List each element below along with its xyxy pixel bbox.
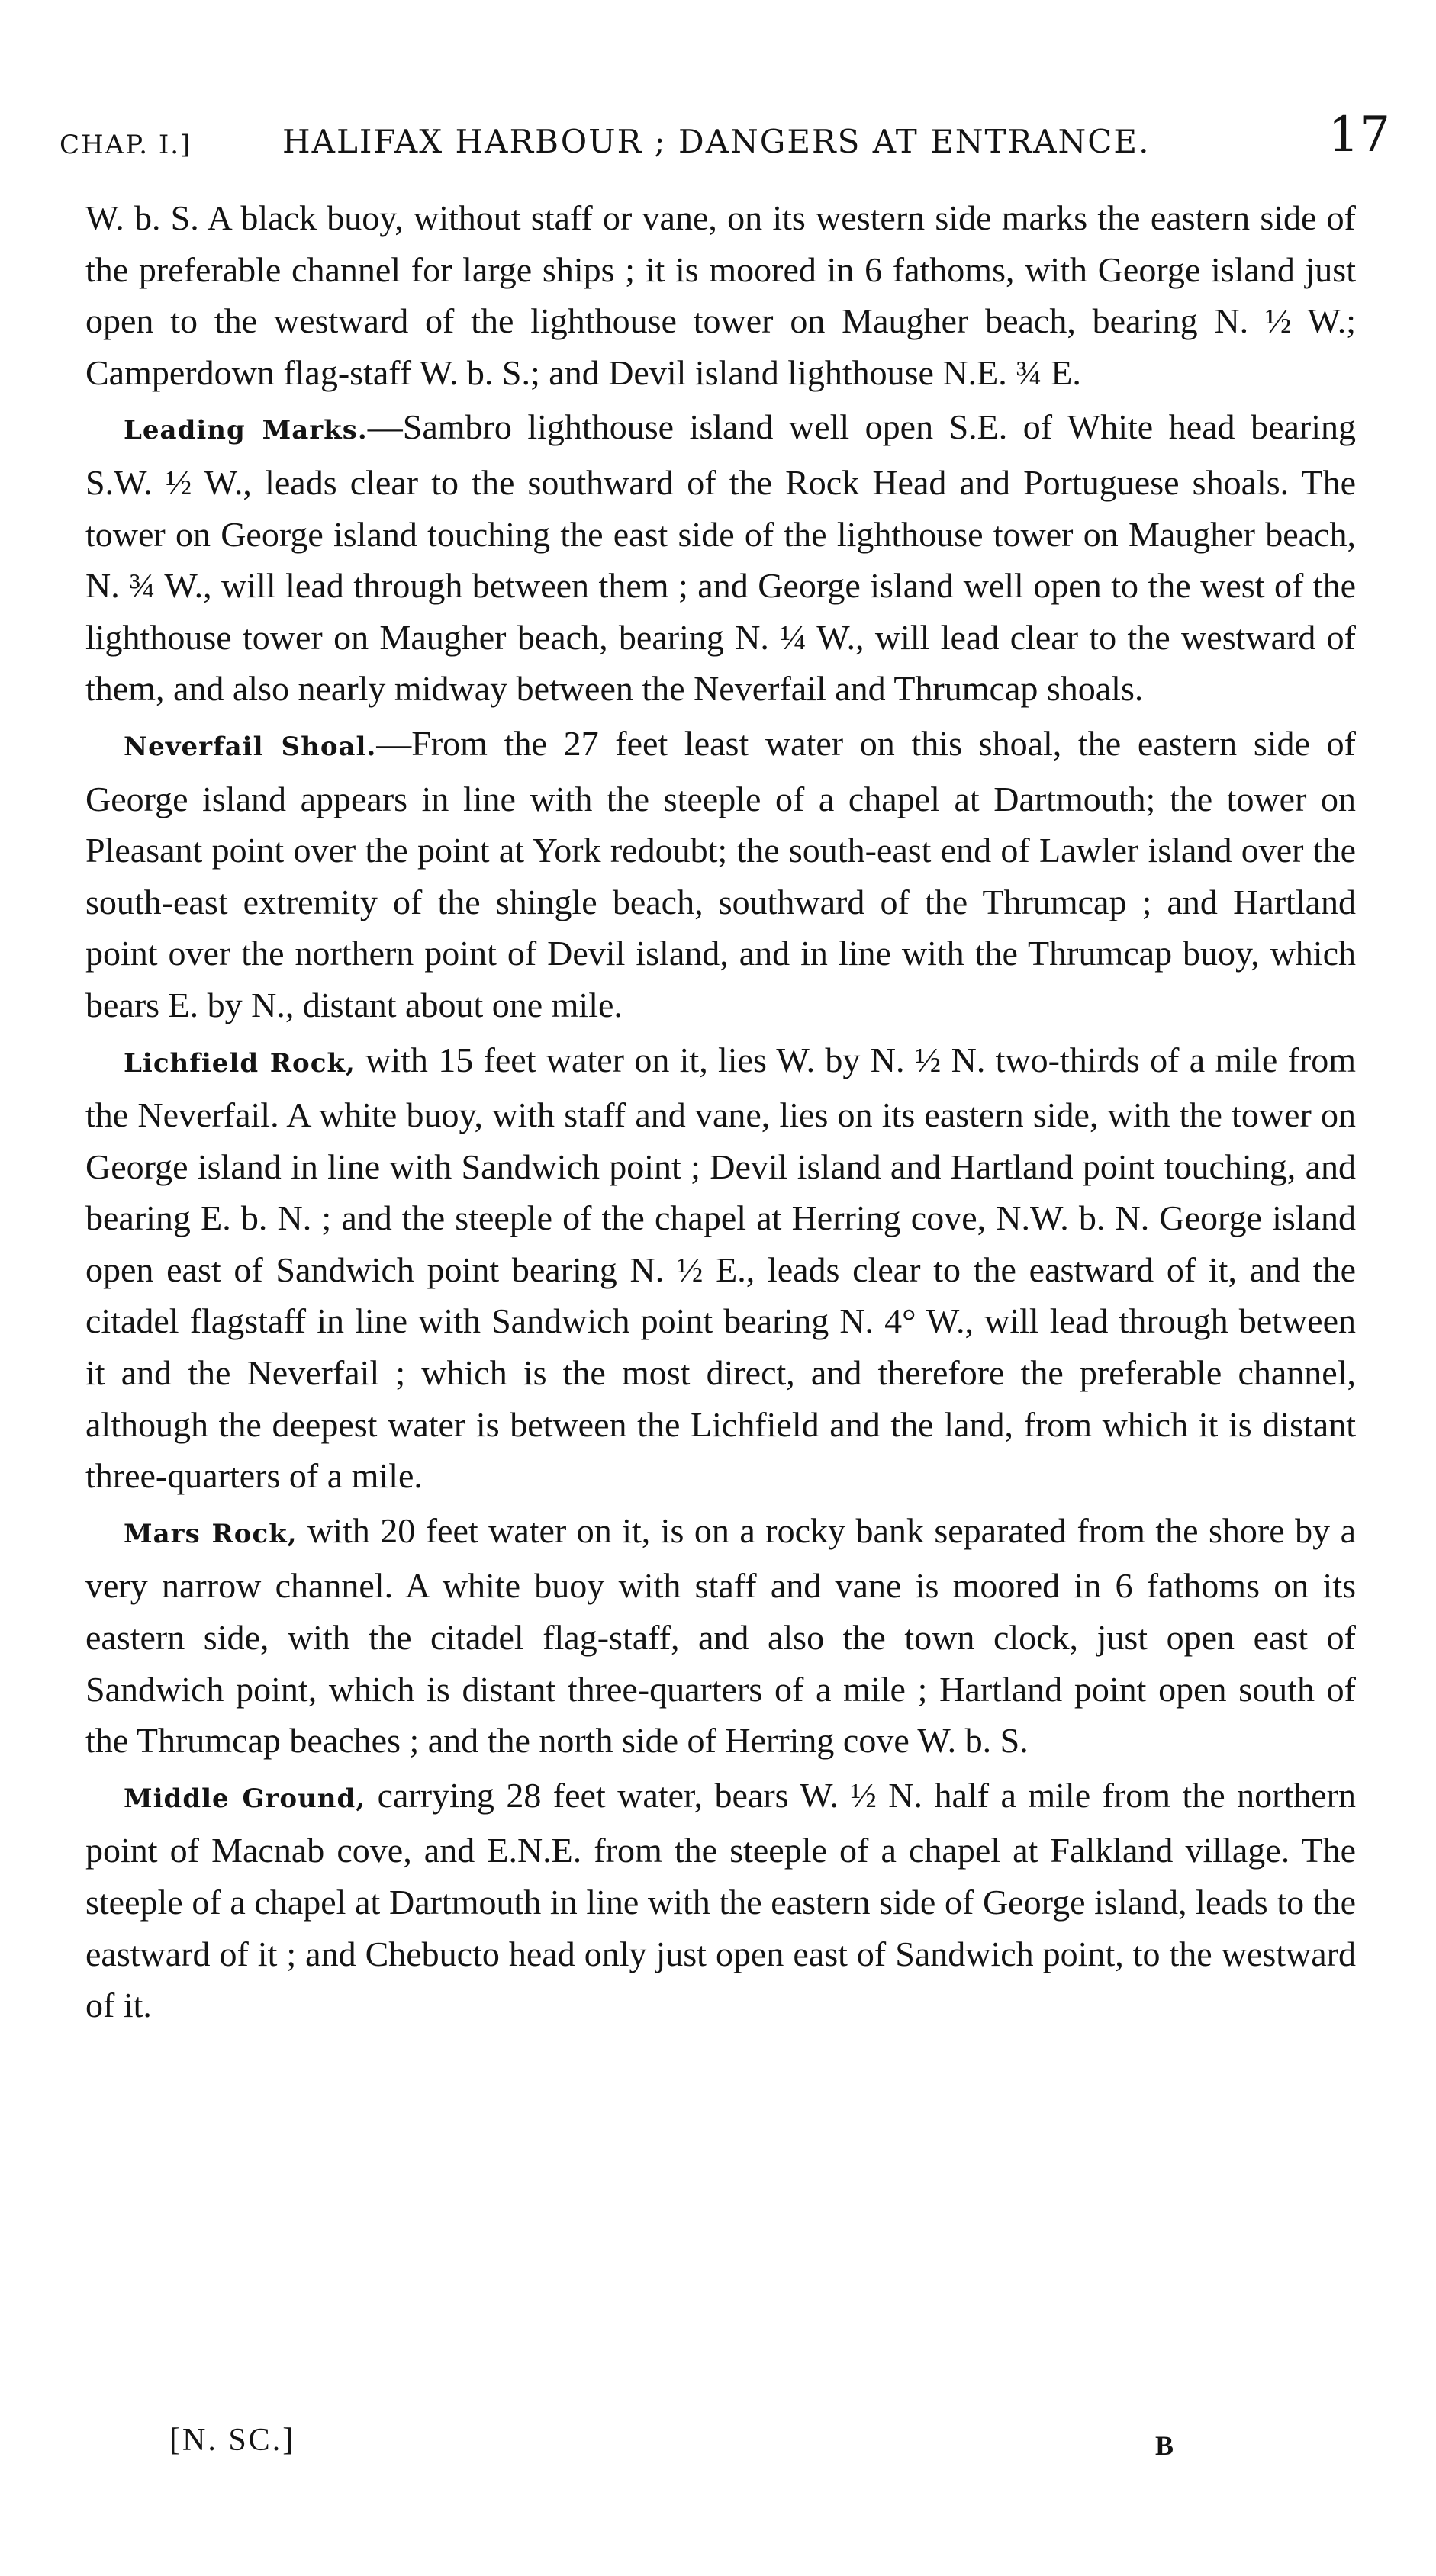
paragraph-lichfield-rock bbox=[85, 1034, 1356, 1502]
side-heading-lichfield-rock: Lichfield Rock, bbox=[124, 1047, 356, 1079]
paragraph-mars-rock bbox=[85, 1505, 1356, 1767]
paragraph-leading-marks bbox=[85, 401, 1356, 715]
paragraph-text: —From the 27 feet least water on this shoal, the eastern side of George island appears in line with the steeple of a chapel at Dartmouth; the tower on Pleasant point over the point at York redoubt; the south-east end of Lawler island over the south-east extremity of the shingle beach, southward of the Thrumcap ; and Hartland point over the northern point of Devil island, and in line with the Thrumcap buoy, which bears E. by N., distant about one mile. bbox=[85, 723, 1356, 1024]
body-text bbox=[85, 192, 1356, 2034]
side-heading-leading-marks: Leading Marks. bbox=[124, 415, 368, 446]
page-title: HALIFAX HARBOUR ; DANGERS AT ENTRANCE. bbox=[282, 123, 1151, 160]
paragraph-text: W. b. S. A black buoy, without staff or vane, on its western side marks the eastern side of the preferable channel for large ships ; it is moored in 6 fathoms, with George island just open to the westward of the lighthouse tower on Maugher beach, bearing N. ½ W.; Camperdown flag-staff W. b. S.; and Devil island lighthouse N.E. ¾ E. bbox=[85, 198, 1356, 392]
paragraph-buoy-description bbox=[85, 192, 1356, 398]
paragraph-text: with 20 feet water on it, is on a rocky bank separated from the shore by a very narrow channel. A white buoy with staff and vane is moored in 6 fathoms on its eastern side, with the citadel flag-staff, and also the town clock, just open east of Sandwich point, which is distant three-quarters of a mile ; Hartland point open south of the Thrumcap beaches ; and the north side of Herring cove W. b. S. bbox=[85, 1510, 1356, 1761]
side-heading-neverfail-shoal: Neverfail Shoal. bbox=[124, 731, 377, 762]
side-heading-middle-ground: Middle Ground, bbox=[124, 1783, 366, 1814]
paragraph-middle-ground bbox=[85, 1770, 1356, 2031]
paragraph-text: —Sambro lighthouse island well open S.E. of White head bearing S.W. ½ W., leads clear to the southward of the Rock Head and Portuguese shoals. The tower on George island touching the east side of the lighthouse tower on Maugher beach, N. ¾ W., will lead through between them ; and George island well open to the west of the lighthouse tower on Maugher beach, bearing N. ¼ W., will lead clear to the westward of them, and also nearly midway between the Neverfail and Thrumcap shoals. bbox=[85, 407, 1356, 709]
chapter-reference: CHAP. I.] bbox=[60, 130, 192, 160]
page-number: 17 bbox=[1328, 107, 1390, 163]
side-heading-mars-rock: Mars Rock, bbox=[124, 1518, 298, 1549]
paragraph-text: with 15 feet water on it, lies W. by N. ½ N. two-thirds of a mile from the Neverfail. A white buoy, with staff and vane, lies on its eastern side, with the tower on George island in line with Sandwich point ; Devil island and Hartland point touching, and bearing E. b. N. ; and the steeple of the chapel at Herring cove, N.W. b. N. George island open east of Sandwich point bearing N. ½ E., leads clear to the eastward of it, and the citadel flagstaff in line with Sandwich point bearing N. 4° W., will lead through between it and the Neverfail ; which is the most direct, and therefore the preferable channel, although the deepest water is between the Lichfield and the land, from which it is distant three-quarters of a mile. bbox=[85, 1040, 1356, 1496]
sheet-signature-mark: B bbox=[1155, 2430, 1174, 2461]
printer-signature: [N. SC.] bbox=[169, 2423, 296, 2458]
page-footer bbox=[0, 2422, 1436, 2483]
paragraph-text: carrying 28 feet water, bears W. ½ N. half a mile from the northern point of Macnab cove, and E.N.E. from the steeple of a chapel at Falkland village. The steeple of a chapel at Dartmouth in line with the eastern side of George island, leads to the eastward of it ; and Chebucto head only just open east of Sandwich point, to the westward of it. bbox=[85, 1775, 1356, 2025]
paragraph-neverfail-shoal bbox=[85, 718, 1356, 1031]
running-head bbox=[60, 99, 1390, 168]
